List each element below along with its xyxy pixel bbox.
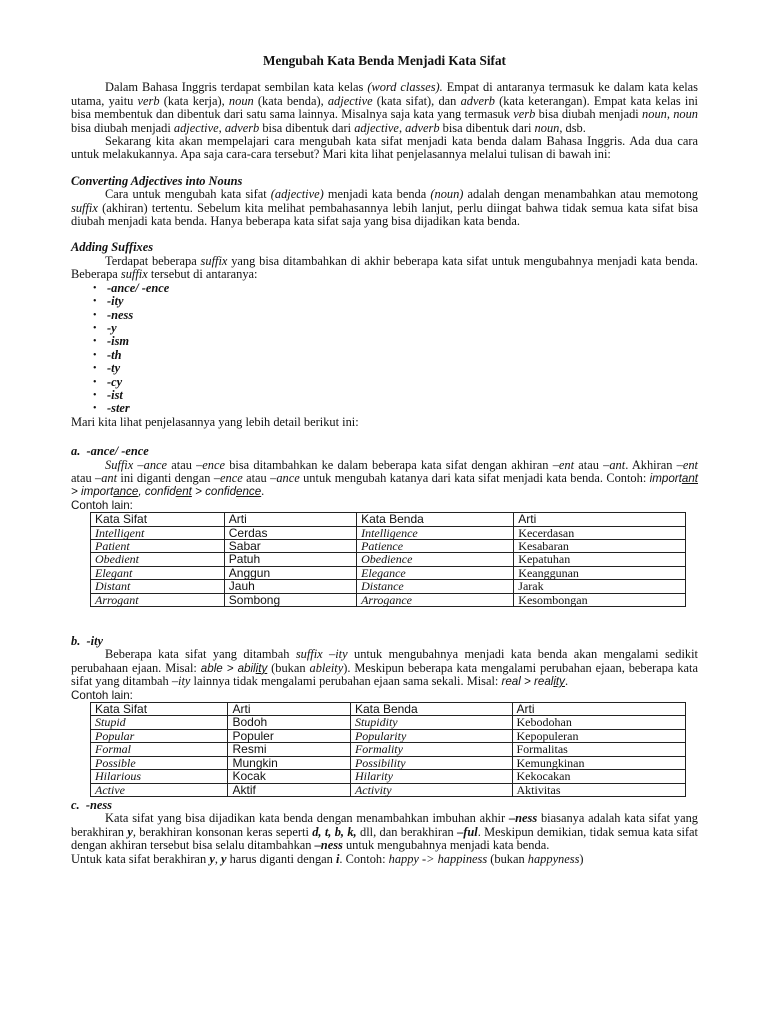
table-cell: Kebodohan: [512, 716, 686, 729]
list-item: • -th: [107, 349, 698, 362]
intro-paragraph-1: Dalam Bahasa Inggris terdapat sembilan kata kelas (word classes). Empat di antaranya termasuk ke dalam kata kelas utama, yaitu verb (kata kerja), noun (kata benda), adjective (kata sifat), dan adverb (kata keterangan). Empat kata kelas ini bisa membentuk dan dibentuk dari satu sama lainnya. Misalnya saja kata yang termasuk verb bisa diubah menjadi noun, noun bisa diubah menjadi adjective, adverb bisa dibentuk dari adjective, adverb bisa dibentuk dari noun, dsb.: [71, 80, 699, 135]
section-c-heading: c. -ness: [71, 797, 112, 812]
list-item: • -ist: [107, 389, 698, 402]
table-header: Arti: [512, 703, 686, 716]
table-header: Kata Sifat: [91, 513, 225, 526]
table-row: [91, 593, 686, 606]
table-cell: Kemungkinan: [512, 756, 686, 769]
suffix-list: [71, 282, 698, 416]
converting-heading: Converting Adjectives into Nouns: [71, 173, 243, 188]
table-cell: Jauh: [224, 580, 356, 593]
adding-suffixes-paragraph: Terdapat beberapa suffix yang bisa ditambahkan di akhir beberapa kata sifat untuk mengubahnya menjadi kata benda. Beberapa suffix tersebut di antaranya:: [71, 253, 698, 282]
section-a-table: [90, 512, 686, 607]
section-b-heading: b. -ity: [71, 634, 104, 649]
table-cell: Arrogance: [357, 593, 514, 606]
adding-suffixes-heading: Adding Suffixes: [71, 240, 154, 255]
list-item: • -ness: [107, 309, 698, 322]
document-page: [71, 54, 698, 866]
section-c-paragraph: Kata sifat yang bisa dijadikan kata benda dengan menambahkan imbuhan akhir –ness biasanya adalah kata sifat yang berakhiran y, berakhiran konsonan keras seperti d, t, b, k, dll, dan berakhiran –ful. Meskipun demikian, tidak semua kata sifat dengan akhiran tersebut bisa selalu ditambahkan –ness untuk mengubahnya menjadi kata benda.: [71, 811, 698, 853]
table-cell: Aktivitas: [512, 783, 686, 796]
section-b-contoh-label: Contoh lain:: [71, 688, 133, 702]
intro-paragraph-2: Sekarang kita akan mempelajari cara mengubah kata sifat menjadi kata benda dalam Bahasa Inggris. Ada dua cara untuk melakukannya. Apa saja cara-cara tersebut? Mari kita lihat penjelasannya melalui tulisan di bawah ini:: [71, 134, 698, 162]
list-item: • -cy: [107, 376, 698, 389]
table-cell: Kecerdasan: [514, 526, 686, 539]
table-row: [91, 553, 686, 566]
list-item: • -ism: [107, 335, 698, 348]
table-cell: Sabar: [224, 540, 356, 553]
table-header-row: [91, 513, 686, 526]
page-title: Mengubah Kata Benda Menjadi Kata Sifat: [263, 53, 506, 68]
table-cell: Kepopuleran: [512, 729, 686, 742]
list-item: • -y: [107, 322, 698, 335]
table-cell: Jarak: [514, 580, 686, 593]
table-cell: Popular: [91, 729, 228, 742]
table-header-row: [91, 703, 686, 716]
list-item: • -ance/ -ence: [107, 282, 698, 295]
table-row: [91, 526, 686, 539]
table-header: Arti: [224, 513, 356, 526]
table-cell: Elegance: [357, 566, 514, 579]
table-cell: Stupidity: [350, 716, 512, 729]
list-item: • -ster: [107, 402, 698, 415]
table-cell: Distance: [357, 580, 514, 593]
table-cell: Patience: [357, 540, 514, 553]
adding-suffixes-followup: Mari kita lihat penjelasannya yang lebih detail berikut ini:: [71, 414, 359, 429]
section-a-paragraph: Suffix –ance atau –ence bisa ditambahkan ke dalam beberapa kata sifat dengan akhiran –ent atau –ant. Akhiran –ent atau –ant ini diganti dengan –ence atau –ance untuk mengubah katanya dari kata sifat menjadi kata benda. Contoh: important > importance, confident > confidence.: [71, 457, 698, 499]
table-cell: Arrogant: [91, 593, 225, 606]
table-cell: Kocak: [228, 770, 350, 783]
table-cell: Sombong: [224, 593, 356, 606]
table-header: Arti: [228, 703, 350, 716]
table-row: [91, 756, 686, 769]
table-row: [91, 566, 686, 579]
table-cell: Popularity: [350, 729, 512, 742]
table-cell: Intelligence: [357, 526, 514, 539]
section-c-rule: Untuk kata sifat berakhiran y, y harus diganti dengan i. Contoh: happy -> happiness (bukan happyness): [71, 851, 584, 866]
section-a-heading: a. -ance/ -ence: [71, 444, 149, 459]
section-a-contoh-label: Contoh lain:: [71, 498, 133, 512]
table-row: [91, 716, 686, 729]
table-cell: Bodoh: [228, 716, 350, 729]
table-cell: Anggun: [224, 566, 356, 579]
table-row: [91, 783, 686, 796]
table-cell: Obedience: [357, 553, 514, 566]
section-b-table: [90, 702, 686, 797]
table-cell: Obedient: [91, 553, 225, 566]
table-cell: Kesabaran: [514, 540, 686, 553]
table-cell: Mungkin: [228, 756, 350, 769]
table-row: [91, 743, 686, 756]
table-cell: Keanggunan: [514, 566, 686, 579]
table-cell: Distant: [91, 580, 225, 593]
section-b-paragraph: Beberapa kata sifat yang ditambah suffix –ity untuk mengubahnya menjadi kata benda akan mengalami sedikit perubahaan ejaan. Misal: able > ability (bukan ableity). Meskipun beberapa kata mengalami perubahan ejaan, beberapa kata sifat yang ditambah –ity lainnya tidak mengalami perubahan ejaan sama sekali. Misal: real > reality.: [71, 647, 698, 689]
table-cell: Kepatuhan: [514, 553, 686, 566]
table-cell: Stupid: [91, 716, 228, 729]
table-cell: Hilarity: [350, 770, 512, 783]
table-header: Arti: [514, 513, 686, 526]
table-cell: Possibility: [350, 756, 512, 769]
table-cell: Intelligent: [91, 526, 225, 539]
table-header: Kata Benda: [350, 703, 512, 716]
list-item: • -ity: [107, 295, 698, 308]
table-cell: Active: [91, 783, 228, 796]
table-cell: Possible: [91, 756, 228, 769]
table-cell: Elegant: [91, 566, 225, 579]
table-row: [91, 580, 686, 593]
table-cell: Formality: [350, 743, 512, 756]
table-cell: Kekocakan: [512, 770, 686, 783]
table-header: Kata Benda: [357, 513, 514, 526]
list-item: • -ty: [107, 362, 698, 375]
table-header: Kata Sifat: [91, 703, 228, 716]
table-cell: Patuh: [224, 553, 356, 566]
table-cell: Patient: [91, 540, 225, 553]
converting-paragraph: Cara untuk mengubah kata sifat (adjective) menjadi kata benda (noun) adalah dengan menambahkan atau memotong suffix (akhiran) tertentu. Sebelum kita melihat pembahasannya lebih lanjut, perlu diingat bahwa tidak semua kata sifat bisa diubah menjadi kata benda. Hanya beberapa kata sifat saja yang bisa dijadikan kata benda.: [71, 187, 698, 229]
table-cell: Cerdas: [224, 526, 356, 539]
table-cell: Formalitas: [512, 743, 686, 756]
table-row: [91, 770, 686, 783]
table-cell: Kesombongan: [514, 593, 686, 606]
table-cell: Formal: [91, 743, 228, 756]
table-cell: Hilarious: [91, 770, 228, 783]
table-row: [91, 729, 686, 742]
table-row: [91, 540, 686, 553]
table-cell: Activity: [350, 783, 512, 796]
table-cell: Aktif: [228, 783, 350, 796]
table-cell: Populer: [228, 729, 350, 742]
table-cell: Resmi: [228, 743, 350, 756]
